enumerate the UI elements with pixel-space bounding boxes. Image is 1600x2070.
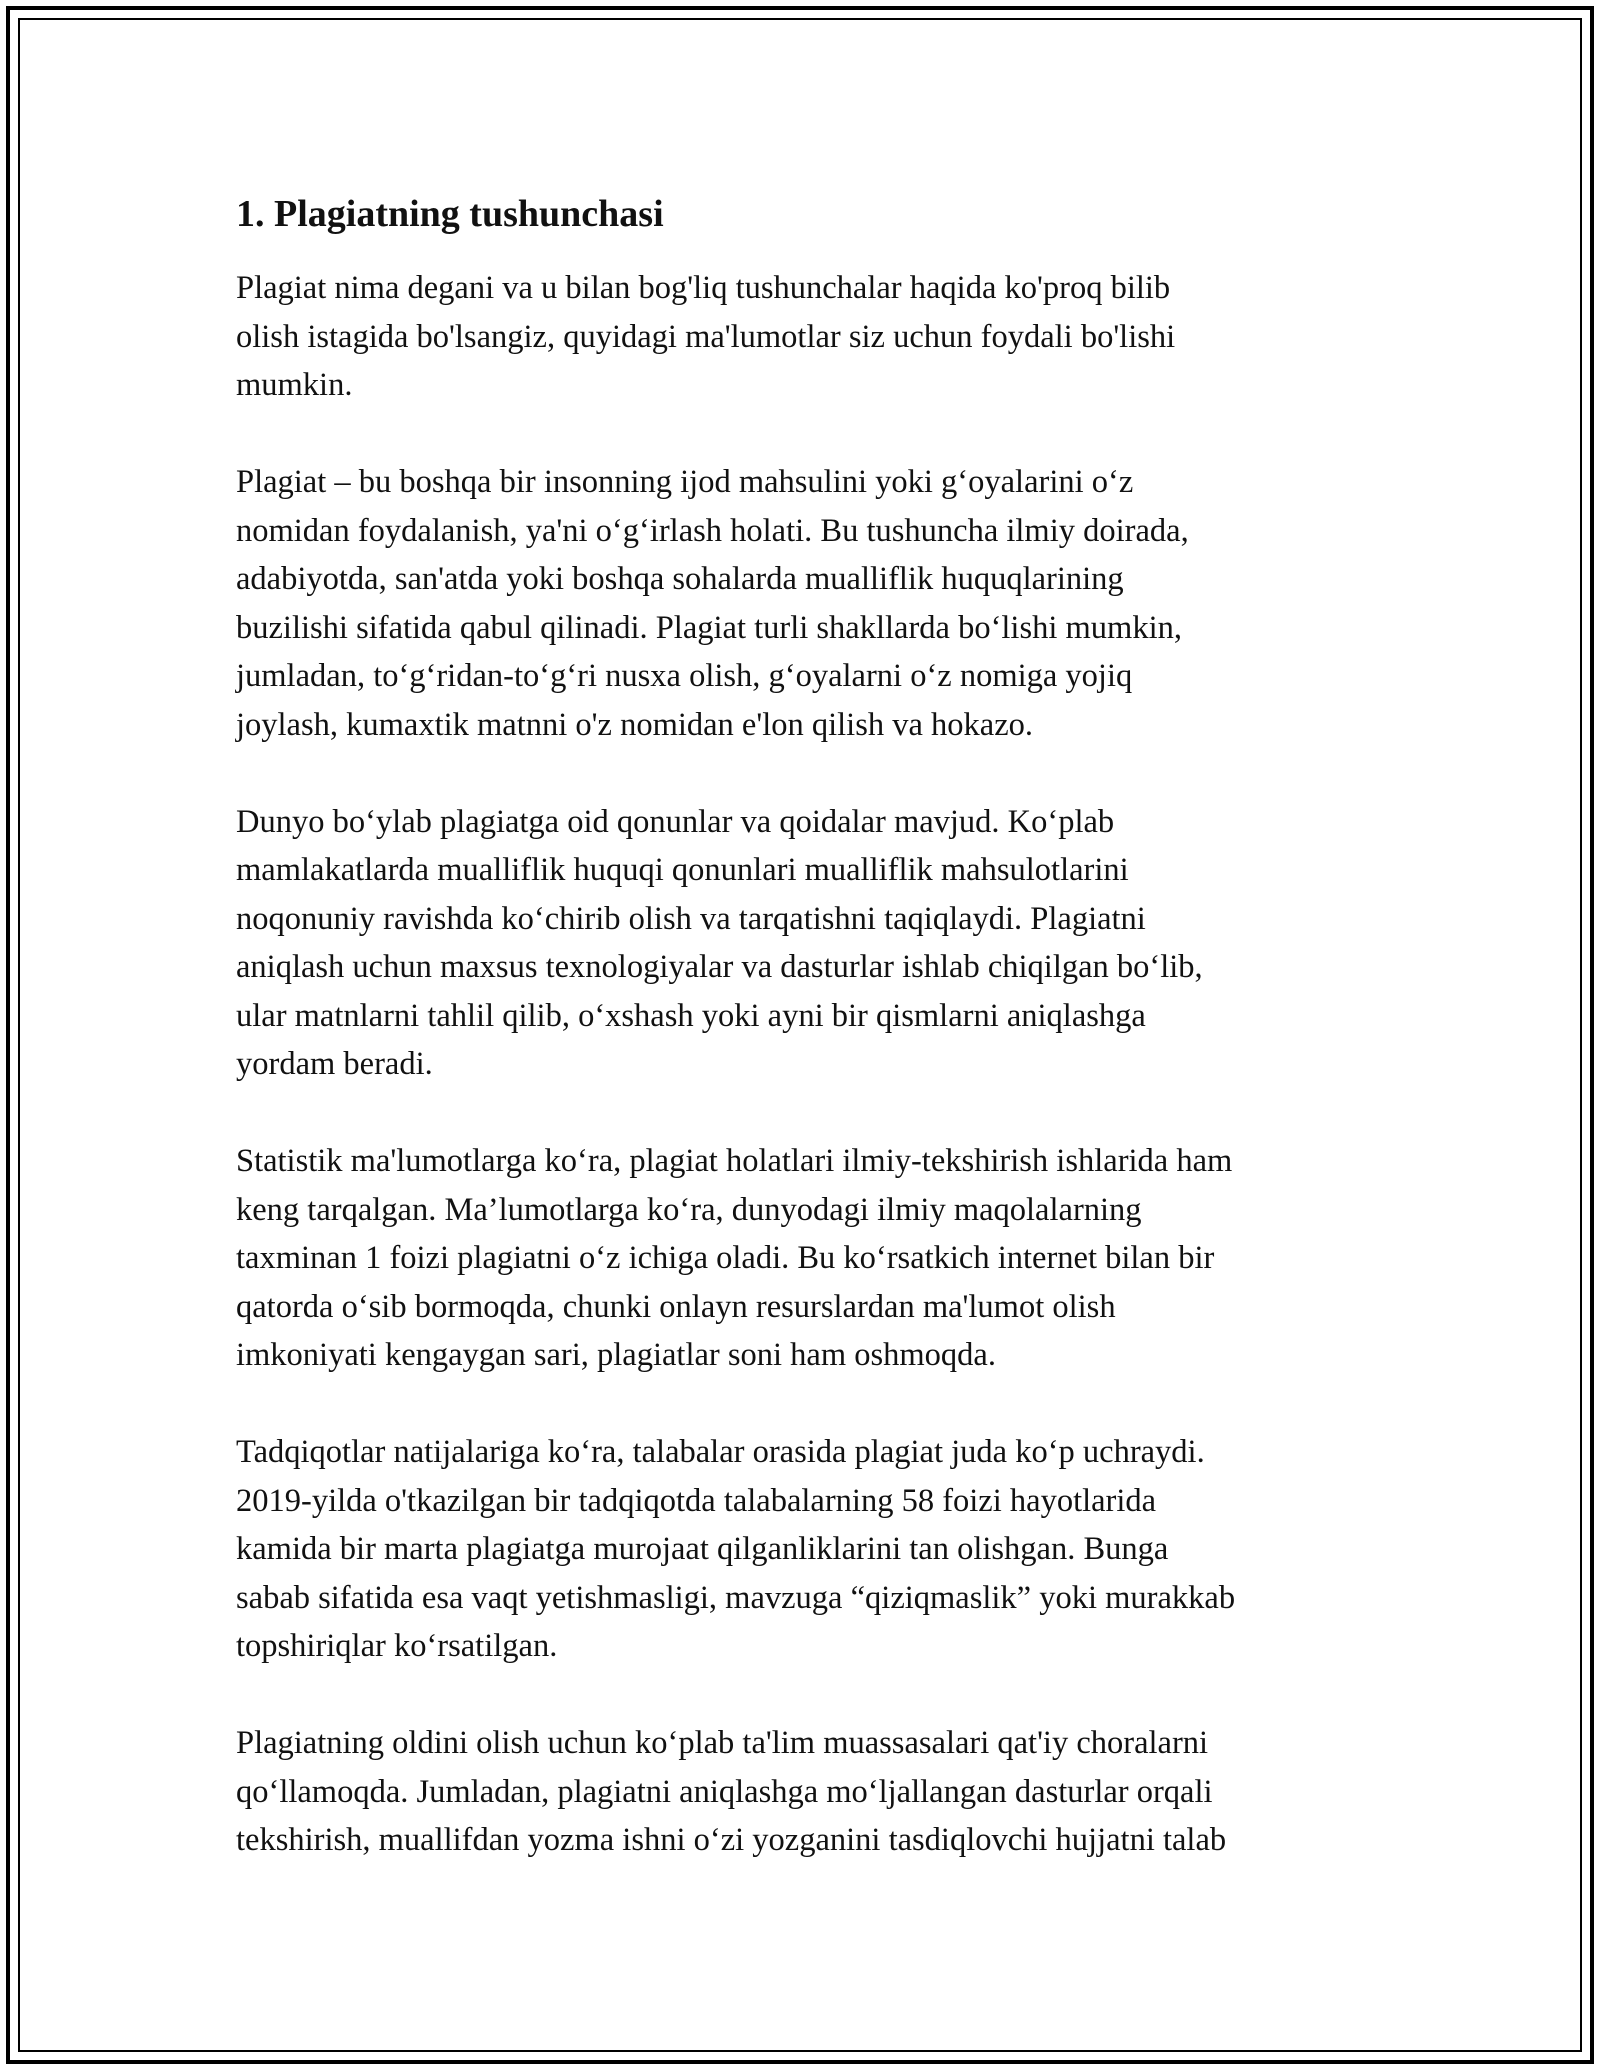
text-line: olish istagida bo'lsangiz, quyidagi ma'lumotlar siz uchun foydali bo'lishi bbox=[236, 318, 1176, 355]
text-line: yordam beradi. bbox=[236, 1046, 433, 1082]
text-line: sabab sifatida esa vaqt yetishmasligi, mavzuga “qiziqmaslik” yoki murakkab bbox=[236, 1579, 1236, 1616]
paragraph-4 bbox=[236, 1137, 1376, 1380]
text-line: qatorda o‘sib bormoqda, chunki onlayn resurslardan ma'lumot olish bbox=[236, 1288, 1116, 1325]
paragraph-5 bbox=[236, 1428, 1376, 1671]
text-line: joylash, kumaxtik matnni o'z nomidan e'lon qilish va hokazo. bbox=[236, 706, 1033, 743]
text-line: keng tarqalgan. Ma’lumotlarga ko‘ra, dunyodagi ilmiy maqolalarning bbox=[236, 1191, 1142, 1228]
text-line: Statistik ma'lumotlarga ko‘ra, plagiat holatlari ilmiy-tekshirish ishlarida ham bbox=[236, 1143, 1233, 1179]
text-line: qo‘llamoqda. Jumladan, plagiatni aniqlashga mo‘ljallangan dasturlar orqali bbox=[236, 1773, 1213, 1810]
text-line: noqonuniy ravishda ko‘chirib olish va tarqatishni taqiqlaydi. Plagiatni bbox=[236, 900, 1146, 937]
paragraph-1 bbox=[236, 264, 1376, 410]
text-line: kamida bir marta plagiatga murojaat qilganliklarini tan olishgan. Bunga bbox=[236, 1531, 1169, 1567]
text-line: Dunyo bo‘ylab plagiatga oid qonunlar va qoidalar mavjud. Ko‘plab bbox=[236, 803, 1115, 840]
text-line: buzilishi sifatida qabul qilinadi. Plagiat turli shakllarda bo‘lishi mumkin, bbox=[236, 609, 1182, 646]
text-line: 2019-yilda o'tkazilgan bir tadqiqotda talabalarning 58 foizi hayotlarida bbox=[236, 1482, 1157, 1519]
paragraph-2 bbox=[236, 458, 1376, 749]
text-line: adabiyotda, san'atda yoki boshqa sohalarda mualliflik huquqlarining bbox=[236, 561, 1124, 597]
text-line: Tadqiqotlar natijalariga ko‘ra, talabalar orasida plagiat juda ko‘p uchraydi. bbox=[236, 1434, 1205, 1470]
text-line: topshiriqlar ko‘rsatilgan. bbox=[236, 1628, 558, 1664]
text-line: mamlakatlarda mualliflik huquqi qonunlari mualliflik mahsulotlarini bbox=[236, 852, 1129, 888]
text-line: Plagiat – bu boshqa bir insonning ijod mahsulini yoki g‘oyalarini o‘z bbox=[236, 464, 1134, 500]
text-line: aniqlash uchun maxsus texnologiyalar va dasturlar ishlab chiqilgan bo‘lib, bbox=[236, 949, 1203, 985]
paragraph-3 bbox=[236, 798, 1376, 1089]
document-content bbox=[236, 190, 1376, 1913]
text-line: taxminan 1 foizi plagiatni o‘z ichiga oladi. Bu ko‘rsatkich internet bilan bir bbox=[236, 1240, 1215, 1276]
section-heading: 1. Plagiatning tushunchasi bbox=[236, 193, 664, 235]
text-line: mumkin. bbox=[236, 367, 353, 403]
text-line: tekshirish, muallifdan yozma ishni o‘zi yozganini tasdiqlovchi hujjatni talab bbox=[236, 1822, 1227, 1858]
text-line: ular matnlarni tahlil qilib, o‘xshash yoki ayni bir qismlarni aniqlashga bbox=[236, 997, 1146, 1034]
paragraph-6 bbox=[236, 1719, 1376, 1865]
text-line: jumladan, to‘g‘ridan-to‘g‘ri nusxa olish, g‘oyalarni o‘z nomiga yojiq bbox=[236, 658, 1133, 694]
text-line: nomidan foydalanish, ya'ni o‘g‘irlash holati. Bu tushuncha ilmiy doirada, bbox=[236, 512, 1189, 549]
text-line: Plagiatning oldini olish uchun ko‘plab ta'lim muassasalari qat'iy choralarni bbox=[236, 1725, 1209, 1761]
text-line: imkoniyati kengaygan sari, plagiatlar soni ham oshmoqda. bbox=[236, 1337, 996, 1373]
text-line: Plagiat nima degani va u bilan bog'liq tushunchalar haqida ko'proq bilib bbox=[236, 270, 1171, 306]
